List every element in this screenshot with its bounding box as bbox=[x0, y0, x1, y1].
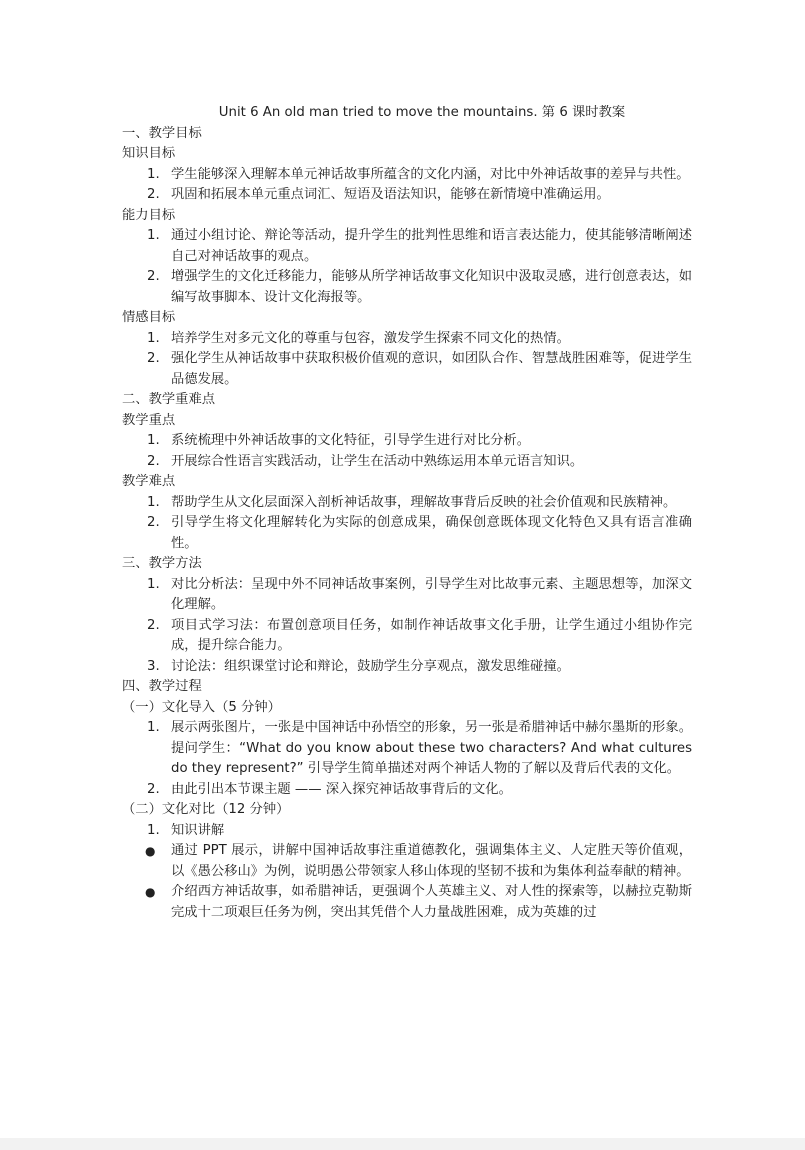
bullet-dot-icon: ● bbox=[145, 844, 156, 858]
list-item bbox=[122, 575, 692, 616]
item-number: 3. bbox=[147, 658, 160, 674]
item-number: 1. bbox=[147, 822, 160, 838]
item-number: 1. bbox=[147, 228, 160, 243]
list-item bbox=[122, 329, 692, 350]
subheading-knowledge: 知识目标 bbox=[122, 146, 176, 161]
item-text: 通过 PPT 展示，讲解中国神话故事注重道德教化，强调集体主义、人定胜天等价值观，以《愚公移山》为例，说明愚公带领家人移山体现的坚韧不拔和为集体利益奉献的精神。 bbox=[171, 843, 692, 879]
list-item bbox=[122, 657, 692, 678]
item-text: 对比分析法：呈现中外不同神话故事案例，引导学生对比故事元素、主题思想等，加深文化理解。 bbox=[171, 576, 692, 612]
culture-intro-list bbox=[122, 718, 692, 800]
item-number: 2. bbox=[147, 453, 160, 469]
difficult-list bbox=[122, 493, 692, 555]
bullet-item bbox=[122, 882, 692, 923]
item-text: 由此引出本节课主题 —— 深入探究神话故事背后的文化。 bbox=[171, 781, 512, 797]
item-text: 培养学生对多元文化的尊重与包容，激发学生探索不同文化的热情。 bbox=[171, 330, 570, 346]
item-text: 通过小组讨论、辩论等活动，提升学生的批判性思维和语言表达能力，使其能够清晰阐述自己对神话故事的观点。 bbox=[171, 228, 692, 264]
item-text: 巩固和拓展本单元重点词汇、短语及语法知识，能够在新情境中准确运用。 bbox=[171, 187, 610, 202]
emotion-list bbox=[122, 329, 692, 391]
item-number: 1. bbox=[147, 433, 160, 448]
subheading-ability: 能力目标 bbox=[122, 207, 176, 223]
item-text: 强化学生从神话故事中获取积极价值观的意识，如团队合作、智慧战胜困难等，促进学生品德发展。 bbox=[171, 351, 692, 387]
item-text: 引导学生将文化理解转化为实际的创意成果，确保创意既体现文化特色又具有语言准确性。 bbox=[171, 515, 692, 551]
key-list bbox=[122, 431, 692, 472]
ability-list bbox=[122, 226, 692, 308]
list-item bbox=[122, 349, 692, 390]
subheading-culture-compare: （二）文化对比（12 分钟） bbox=[122, 802, 290, 817]
methods-list bbox=[122, 575, 692, 678]
item-text: 展示两张图片，一张是中国神话中孙悟空的形象，另一张是希腊神话中赫尔墨斯的形象。提问学生：“What do you know about these two characters? And what cultures do they represent?” 引导学生简单描述对两个神话人物的了解以及背后代表的文化。 bbox=[171, 720, 692, 776]
list-item bbox=[122, 821, 692, 842]
subheading-culture-intro: （一）文化导入（5 分钟） bbox=[122, 699, 281, 715]
item-number: 1. bbox=[147, 166, 160, 182]
item-text: 帮助学生从文化层面深入剖析神话故事，理解故事背后反映的社会价值观和民族精神。 bbox=[171, 494, 677, 510]
item-number: 1. bbox=[147, 494, 160, 510]
item-text: 学生能够深入理解本单元神话故事所蕴含的文化内涵，对比中外神话故事的差异与共性。 bbox=[171, 166, 690, 182]
subheading-difficult: 教学难点 bbox=[122, 474, 176, 489]
item-text: 知识讲解 bbox=[171, 822, 225, 838]
list-item bbox=[122, 431, 692, 452]
section-heading-methods: 三、教学方法 bbox=[122, 556, 202, 571]
subheading-emotion: 情感目标 bbox=[122, 310, 176, 325]
section-heading-key-points: 二、教学重难点 bbox=[122, 392, 216, 407]
list-item bbox=[122, 616, 692, 657]
document-content bbox=[122, 103, 692, 923]
list-item bbox=[122, 267, 692, 308]
item-number: 1. bbox=[147, 330, 160, 346]
bullet-dot-icon: ● bbox=[145, 885, 156, 899]
bullet-item bbox=[122, 841, 692, 882]
item-number: 2. bbox=[147, 187, 160, 202]
item-number: 2. bbox=[147, 515, 160, 530]
item-text: 项目式学习法：布置创意项目任务，如制作神话故事文化手册，让学生通过小组协作完成，提升综合能力。 bbox=[171, 617, 692, 653]
item-number: 2. bbox=[147, 617, 160, 633]
item-number: 2. bbox=[147, 781, 160, 797]
list-item bbox=[122, 493, 692, 514]
list-item bbox=[122, 226, 692, 267]
list-item bbox=[122, 165, 692, 186]
list-item bbox=[122, 513, 692, 554]
item-number: 2. bbox=[147, 351, 160, 366]
item-number: 2. bbox=[147, 269, 160, 284]
item-text: 讨论法：组织课堂讨论和辩论，鼓励学生分享观点，激发思维碰撞。 bbox=[171, 658, 570, 674]
subheading-key: 教学重点 bbox=[122, 412, 176, 428]
item-number: 1. bbox=[147, 576, 160, 592]
list-item bbox=[122, 718, 692, 780]
knowledge-list bbox=[122, 165, 692, 206]
list-item bbox=[122, 780, 692, 801]
culture-compare-list bbox=[122, 821, 692, 842]
item-text: 开展综合性语言实践活动，让学生在活动中熟练运用本单元语言知识。 bbox=[171, 453, 584, 469]
list-item bbox=[122, 185, 692, 206]
item-number: 1. bbox=[147, 720, 160, 735]
culture-compare-bullets bbox=[122, 841, 692, 923]
section-heading-process: 四、教学过程 bbox=[122, 679, 202, 694]
document-title: Unit 6 An old man tried to move the mountains. 第 6 课时教案 bbox=[218, 105, 626, 120]
item-text: 介绍西方神话故事，如希腊神话，更强调个人英雄主义、对人性的探索等，以赫拉克勒斯完成十二项艰巨任务为例，突出其凭借个人力量战胜困难，成为英雄的过 bbox=[171, 884, 692, 920]
list-item bbox=[122, 452, 692, 473]
item-text: 系统梳理中外神话故事的文化特征，引导学生进行对比分析。 bbox=[171, 433, 531, 448]
item-text: 增强学生的文化迁移能力，能够从所学神话故事文化知识中汲取灵感，进行创意表达，如编写故事脚本、设计文化海报等。 bbox=[171, 269, 692, 305]
section-heading-goals: 一、教学目标 bbox=[122, 125, 202, 141]
